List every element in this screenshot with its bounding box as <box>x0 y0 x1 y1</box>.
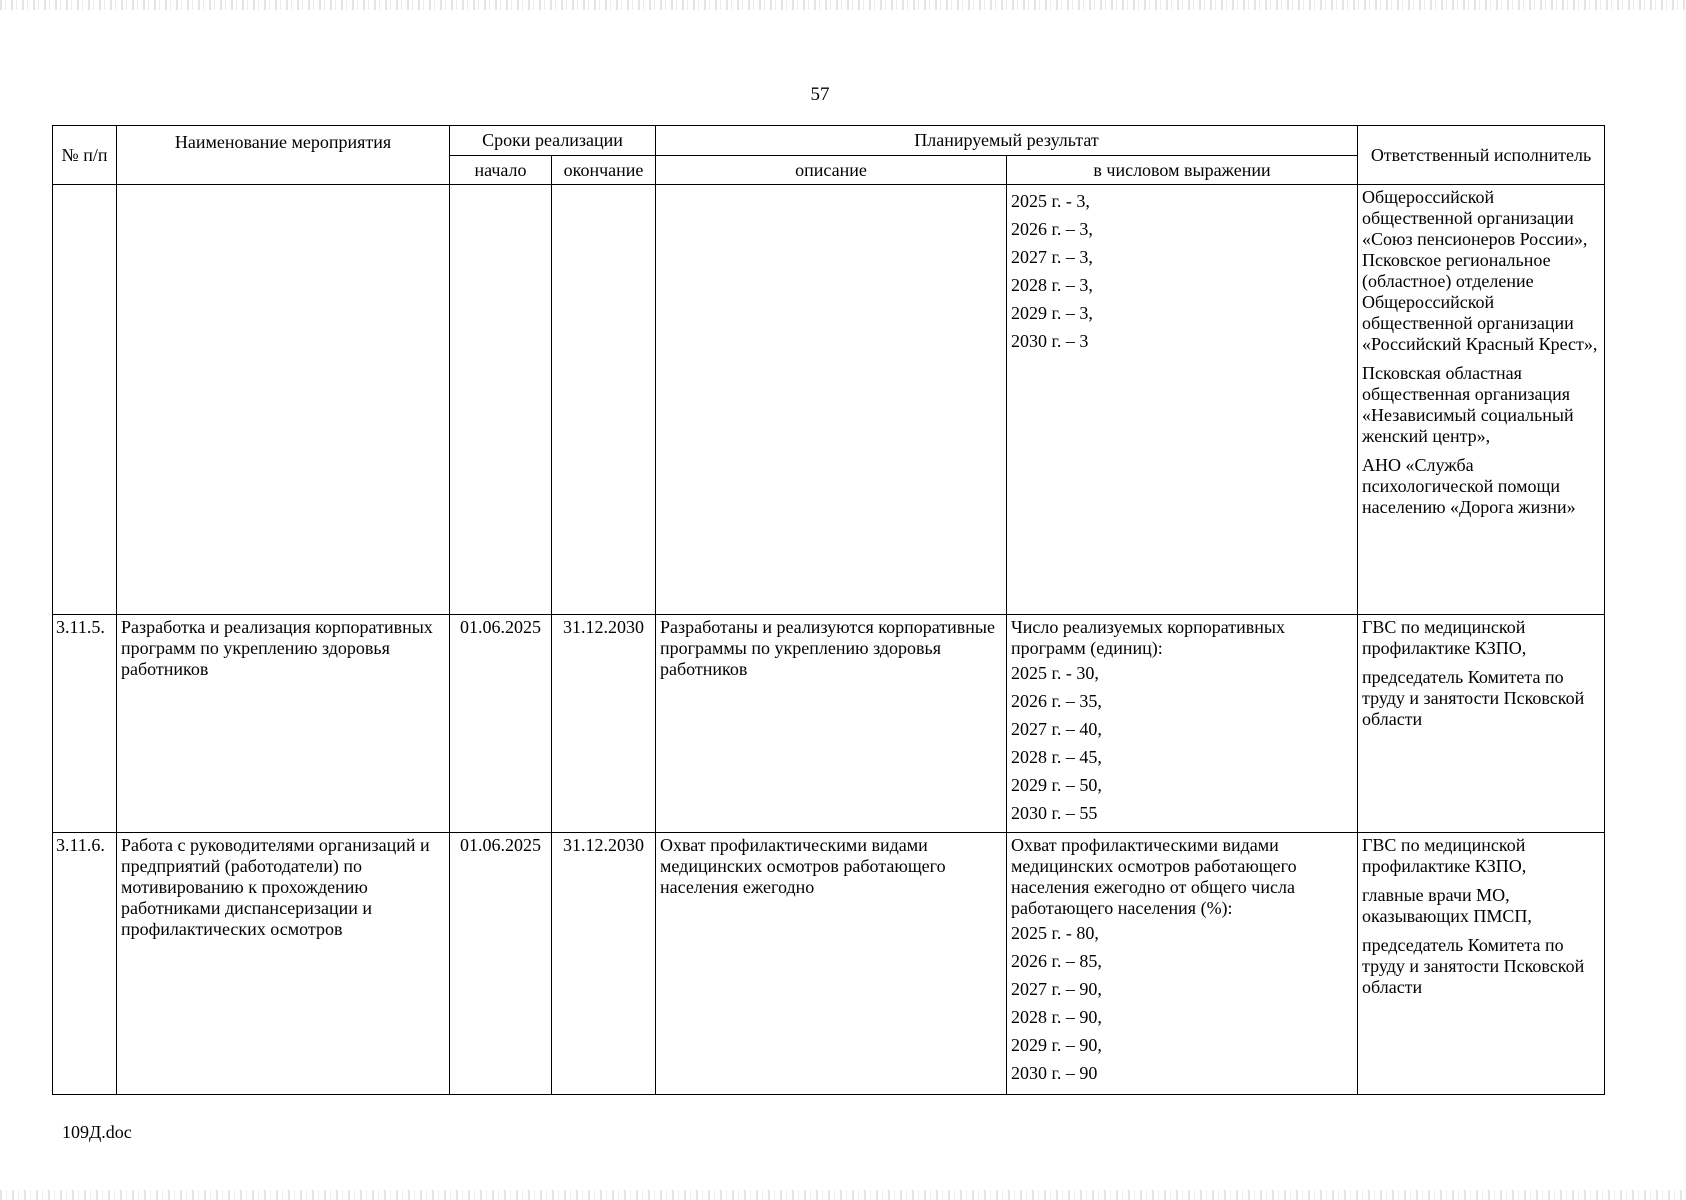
table-row <box>53 833 1605 1095</box>
row-start-cell: 01.06.2025 <box>450 833 552 1095</box>
header-end: окончание <box>552 156 656 185</box>
measures-table <box>52 125 1605 1095</box>
row-end-cell: 31.12.2030 <box>552 833 656 1095</box>
table-row <box>53 185 1605 615</box>
header-planned: Планируемый результат <box>656 126 1358 156</box>
row-start-cell <box>450 185 552 615</box>
row-responsible-cell <box>1358 833 1605 1095</box>
numeric-year-line: 2028 г. – 3, <box>1011 275 1093 295</box>
responsible-entry: Псковская областная общественная организация «Независимый социальный женский центр», <box>1362 363 1574 446</box>
responsible-entry: председатель Комитета по труду и занятости Псковской области <box>1362 935 1585 997</box>
numeric-year-line: 2025 г. - 30, <box>1011 663 1099 683</box>
responsible-entry: главные врачи МО, оказывающих ПМСП, <box>1362 885 1532 926</box>
numeric-intro: Число реализуемых корпоративных программ (единиц): <box>1011 617 1285 658</box>
scan-edge-bottom <box>0 1190 1686 1200</box>
row-responsible-cell <box>1358 615 1605 833</box>
footer-filename: 109Д.doc <box>62 1122 132 1142</box>
numeric-year-line: 2026 г. – 3, <box>1011 219 1093 239</box>
row-num-cell <box>53 185 117 615</box>
row-description-cell <box>656 185 1007 615</box>
numeric-year-line: 2030 г. – 55 <box>1011 803 1098 823</box>
header-terms: Сроки реализации <box>450 126 656 156</box>
row-end-cell <box>552 185 656 615</box>
numeric-year-line: 2027 г. – 90, <box>1011 979 1102 999</box>
responsible-entry: АНО «Служба психологической помощи населению «Дорога жизни» <box>1362 455 1576 517</box>
row-name-cell: Разработка и реализация корпоративных программ по укреплению здоровья работников <box>117 615 450 833</box>
row-description-cell: Разработаны и реализуются корпоративные программы по укреплению здоровья работников <box>656 615 1007 833</box>
row-description-cell: Охват профилактическими видами медицинских осмотров работающего населения ежегодно <box>656 833 1007 1095</box>
numeric-year-line: 2030 г. – 90 <box>1011 1063 1098 1083</box>
page-number: 57 <box>810 84 830 105</box>
numeric-year-line: 2026 г. – 35, <box>1011 691 1102 711</box>
row-start-cell: 01.06.2025 <box>450 615 552 833</box>
header-responsible: Ответственный исполнитель <box>1358 126 1605 185</box>
row-num-cell: 3.11.6. <box>53 833 117 1095</box>
numeric-year-line: 2030 г. – 3 <box>1011 331 1089 351</box>
numeric-year-line: 2025 г. - 3, <box>1011 191 1090 211</box>
row-numeric-cell <box>1007 185 1358 615</box>
numeric-intro: Охват профилактическими видами медицинских осмотров работающего населения ежегодно от общего числа работающего населения (%): <box>1011 835 1297 918</box>
header-numeric: в числовом выражении <box>1007 156 1358 185</box>
responsible-entry: председатель Комитета по труду и занятости Псковской области <box>1362 667 1585 729</box>
numeric-year-line: 2028 г. – 45, <box>1011 747 1102 767</box>
numeric-year-line: 2027 г. – 3, <box>1011 247 1093 267</box>
header-start: начало <box>450 156 552 185</box>
scan-edge-top <box>0 0 1686 10</box>
responsible-entry: Общероссийской общественной организации «Союз пенсионеров России», Псковское региональное (областное) отделение Общероссийской общественной организации «Российский Красный Крест», <box>1362 187 1598 354</box>
row-num-cell: 3.11.5. <box>53 615 117 833</box>
row-name-cell: Работа с руководителями организаций и предприятий (работодатели) по мотивированию к прохождению работниками диспансеризации и профилактических осмотров <box>117 833 450 1095</box>
row-name-cell <box>117 185 450 615</box>
row-numeric-cell <box>1007 833 1358 1095</box>
responsible-entry: ГВС по медицинской профилактике КЗПО, <box>1362 835 1527 876</box>
row-responsible-cell <box>1358 185 1605 615</box>
header-name: Наименование мероприятия <box>117 126 450 185</box>
table-row <box>53 615 1605 833</box>
numeric-year-line: 2028 г. – 90, <box>1011 1007 1102 1027</box>
numeric-year-line: 2029 г. – 90, <box>1011 1035 1102 1055</box>
numeric-year-line: 2029 г. – 3, <box>1011 303 1093 323</box>
header-num: № п/п <box>53 126 117 185</box>
row-end-cell: 31.12.2030 <box>552 615 656 833</box>
row-numeric-cell <box>1007 615 1358 833</box>
responsible-entry: ГВС по медицинской профилактике КЗПО, <box>1362 617 1527 658</box>
numeric-year-line: 2029 г. – 50, <box>1011 775 1102 795</box>
header-description: описание <box>656 156 1007 185</box>
numeric-year-line: 2027 г. – 40, <box>1011 719 1102 739</box>
header-row-1 <box>53 126 1605 156</box>
numeric-year-line: 2026 г. – 85, <box>1011 951 1102 971</box>
numeric-year-line: 2025 г. - 80, <box>1011 923 1099 943</box>
